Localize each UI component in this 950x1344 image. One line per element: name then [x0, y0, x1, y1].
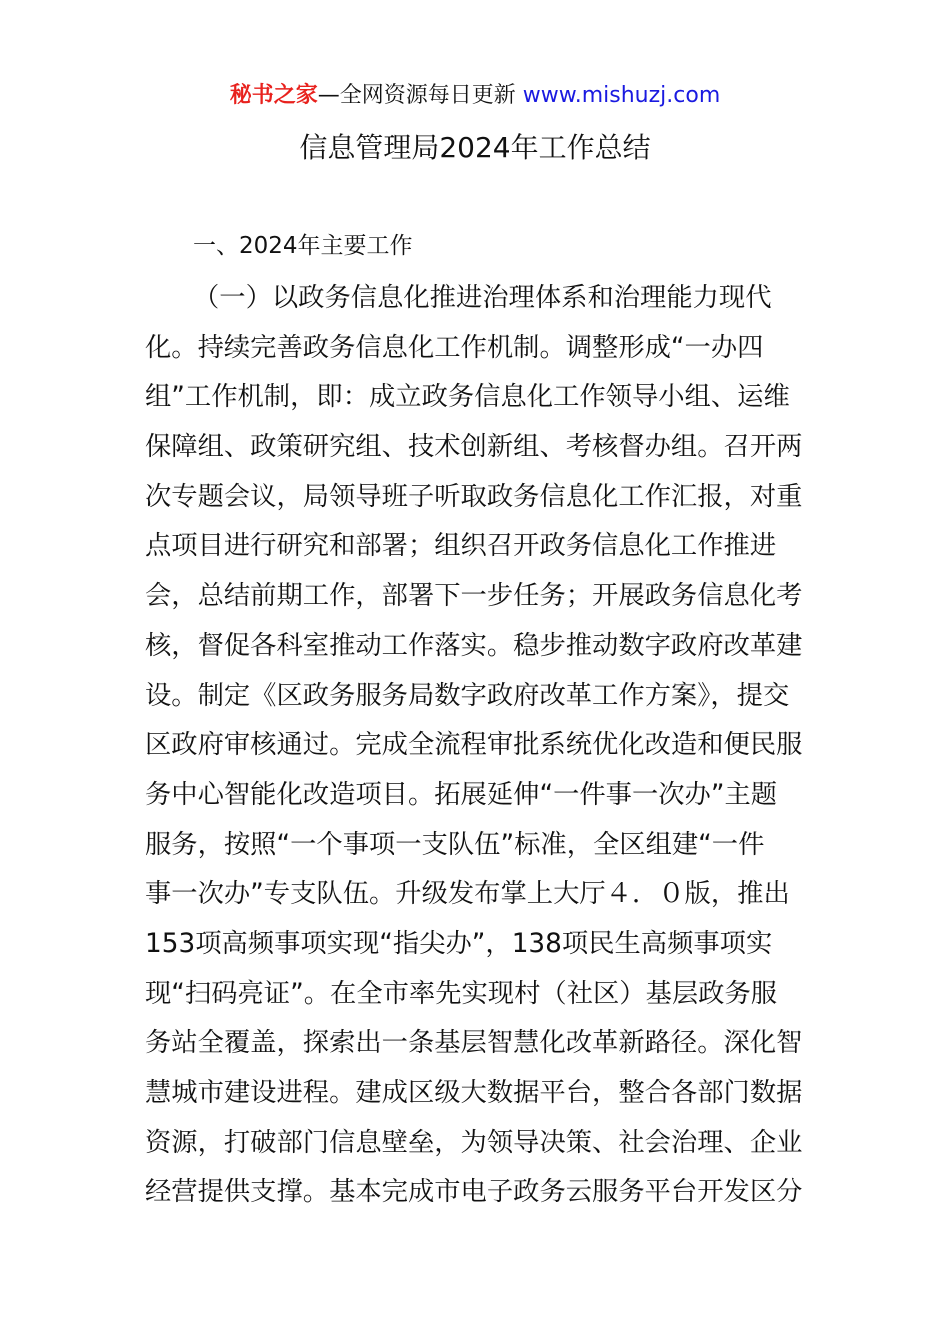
document-title: 信息管理局2024年工作总结 [299, 131, 651, 164]
body-line: 务站全覆盖，探索出一条基层智慧化改革新路径。深化智 [145, 1028, 803, 1059]
body-line: 核，督促各科室推动工作落实。稳步推动数字政府改革建 [145, 630, 803, 661]
section-heading: 一、2024年主要工作 [193, 233, 413, 259]
body-line: 慧城市建设进程。建成区级大数据平台，整合各部门数据 [145, 1078, 803, 1108]
site-url[interactable]: www.mishuzj.com [522, 83, 721, 108]
body-line: 资源，打破部门信息壁垒，为领导决策、社会治理、企业 [145, 1127, 803, 1158]
body-line: 务中心智能化改造项目。拓展延伸“一件事一次办”主题 [145, 779, 778, 810]
body-line: 点项目进行研究和部署；组织召开政务信息化工作推进 [145, 531, 777, 562]
brand-name: 秘书之家 [229, 83, 318, 108]
banner-slogan: —全网资源每日更新 [317, 83, 523, 108]
body-line: 会，总结前期工作，部署下一步任务；开展政务信息化考 [145, 581, 803, 612]
body-line: 153项高频事项实现“指尖办”，138项民生高频事项实 [145, 928, 773, 959]
body-line: 现“扫码亮证”。在全市率先实现村（社区）基层政务服 [145, 978, 778, 1009]
body-line: 组”工作机制，即：成立政务信息化工作领导小组、运维 [145, 382, 790, 413]
body-line: 保障组、政策研究组、技术创新组、考核督办组。召开两 [145, 432, 803, 463]
body-line: 服务，按照“一个事项一支队伍”标准，全区组建“一件 [145, 829, 765, 860]
body-line: 区政府审核通过。完成全流程审批系统优化改造和便民服 [145, 730, 803, 761]
body-line: 事一次办”专支队伍。升级发布掌上大厅４．０版，推出 [145, 879, 790, 910]
site-banner [0, 80, 950, 112]
body-line: 化。持续完善政务信息化工作机制。调整形成“一办四 [145, 332, 764, 363]
body-line: 经营提供支撑。基本完成市电子政务云服务平台开发区分 [145, 1177, 803, 1208]
body-line: （一）以政务信息化推进治理体系和治理能力现代 [193, 283, 772, 313]
body-line: 次专题会议，局领导班子听取政务信息化工作汇报，对重 [145, 481, 803, 512]
body-text [145, 278, 825, 1222]
body-line: 设。制定《区政务服务局数字政府改革工作方案》，提交 [145, 680, 790, 711]
